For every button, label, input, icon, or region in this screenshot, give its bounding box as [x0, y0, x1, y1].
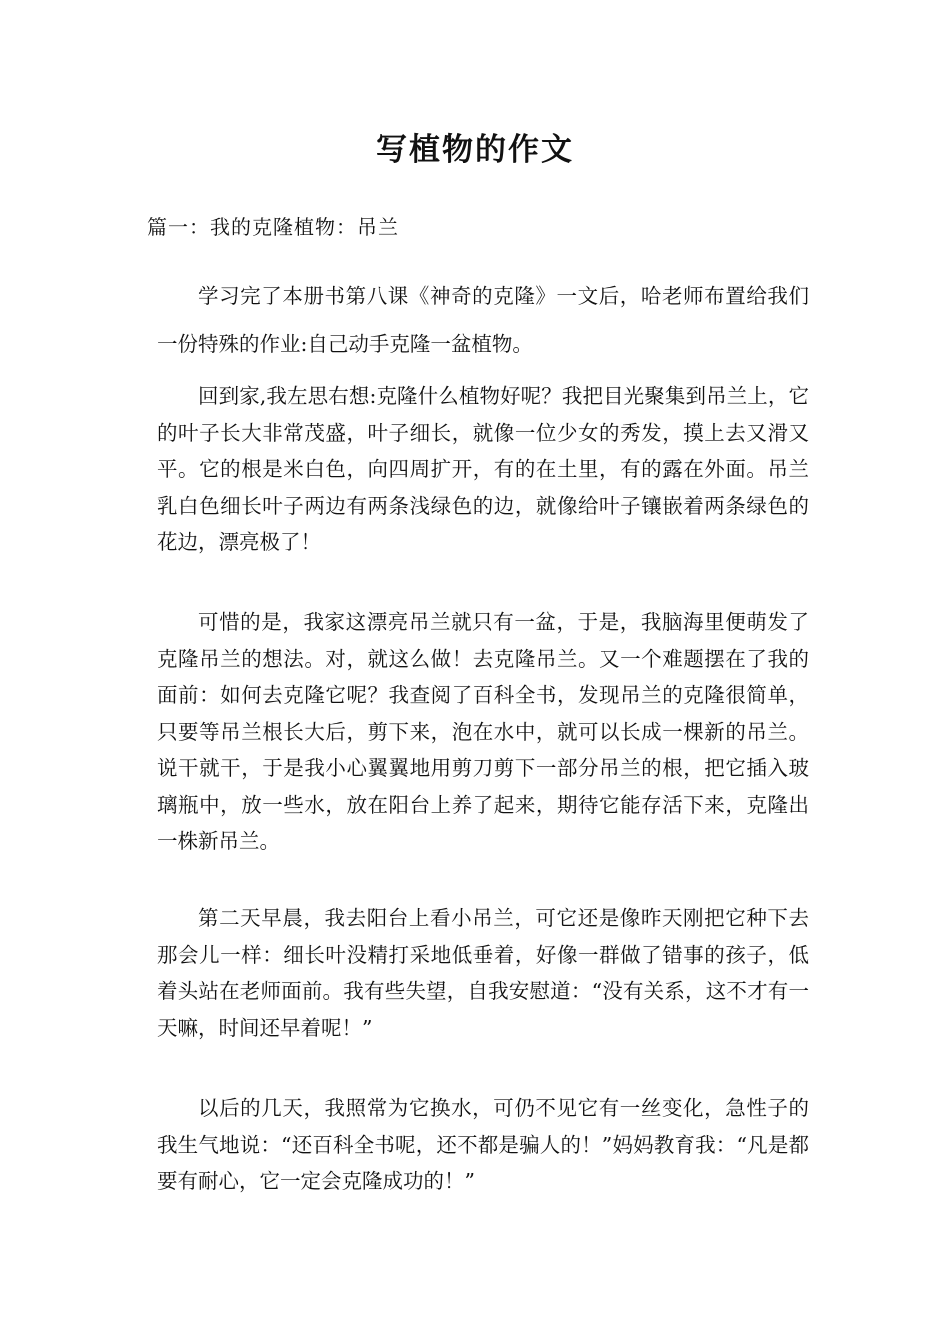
section-heading: 篇一：我的克隆植物：吊兰 [147, 215, 399, 239]
paragraph: 回到家,我左思右想:克隆什么植物好呢？我把目光聚集到吊兰上，它的叶子长大非常茂盛，叶子细长，就像一位少女的秀发，摸上去又滑又平。它的根是米白色，向四周扩开，有的在土里，有的露在外面。吊兰乳白色细长叶子两边有两条浅绿色的边，就像给叶子镶嵌着两条绿色的花边，漂亮极了！ [157, 384, 809, 554]
paragraph: 第二天早晨，我去阳台上看小吊兰，可它还是像昨天刚把它种下去那会儿一样：细长叶没精打采地低垂着，好像一群做了错事的孩子，低着头站在老师面前。我有些失望，自我安慰道：“没有关系，这不才有一天嘛，时间还早着呢！” [157, 906, 809, 1040]
paragraph: 学习完了本册书第八课《神奇的克隆》一文后，哈老师布置给我们一份特殊的作业:自己动手克隆一盆植物。 [157, 284, 809, 356]
document-title: 写植物的作文 [376, 132, 574, 168]
paragraph: 可惜的是，我家这漂亮吊兰就只有一盆，于是，我脑海里便萌发了克隆吊兰的想法。对，就这么做！去克隆吊兰。又一个难题摆在了我的面前：如何去克隆它呢？我查阅了百科全书，发现吊兰的克隆很简单，只要等吊兰根长大后，剪下来，泡在水中，就可以长成一棵新的吊兰。说干就干，于是我小心翼翼地用剪刀剪下一部分吊兰的根，把它插入玻璃瓶中，放一些水，放在阳台上养了起来，期待它能存活下来，克隆出一株新吊兰。 [157, 610, 809, 853]
paragraph: 以后的几天，我照常为它换水，可仍不见它有一丝变化，急性子的我生气地说：“还百科全书呢，还不都是骗人的！”妈妈教育我：“凡是都要有耐心，它一定会克隆成功的！” [157, 1096, 809, 1193]
